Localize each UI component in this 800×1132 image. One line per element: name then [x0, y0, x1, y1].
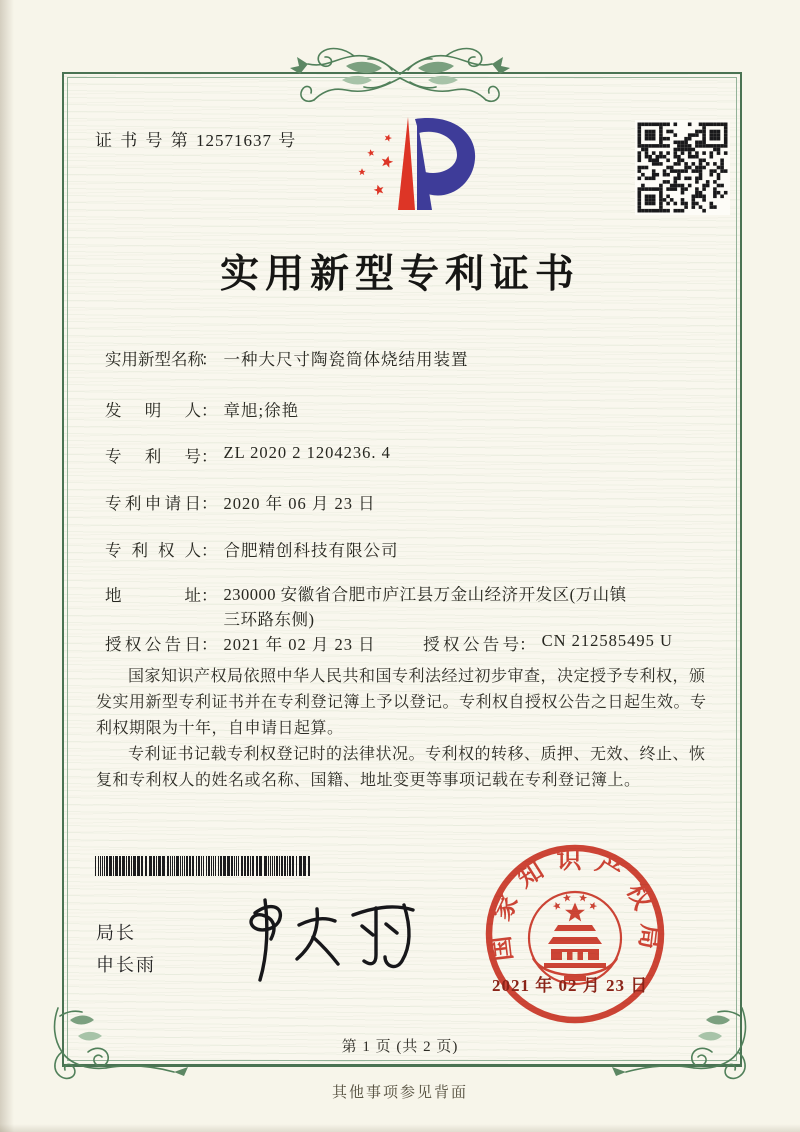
field-value: 一种大尺寸陶瓷筒体烧结用装置 — [223, 350, 469, 369]
certificate-number-prefix: 证 书 号 第 — [95, 131, 190, 150]
colon: ： — [201, 494, 218, 513]
field-label: 专利号 — [105, 447, 201, 466]
field-label: 专利权人 — [105, 541, 201, 560]
field-grant-number — [423, 631, 673, 655]
field-label: 实用新型名称 — [105, 350, 204, 369]
colon: ： — [201, 350, 218, 369]
colon: ： — [201, 635, 218, 654]
seal-text: 国家知识产权局 — [486, 847, 664, 963]
field-patent-number — [105, 443, 391, 467]
colon: ： — [201, 447, 218, 466]
field-grant-row — [105, 631, 673, 655]
field-value: 章旭;徐艳 — [223, 401, 300, 420]
field-filing-date — [105, 490, 376, 514]
official-seal-icon — [480, 839, 670, 1029]
colon: ： — [201, 401, 218, 420]
field-grant-date — [105, 631, 419, 655]
colon: ： — [519, 635, 536, 654]
qr-code-icon — [635, 120, 730, 215]
barcode-icon — [95, 856, 313, 876]
field-value: CN 212585495 U — [541, 631, 673, 650]
field-value: 230000 安徽省合肥市庐江县万金山经济开发区(万山镇三环路东侧) — [223, 585, 627, 629]
commissioner-name: 申长雨 — [96, 955, 156, 975]
field-label: 授权公告号 — [423, 635, 520, 654]
seal-date: 2021 年 02 月 23 日 — [492, 976, 649, 995]
field-inventors — [105, 397, 299, 421]
signature-icon — [225, 893, 430, 988]
legal-paragraph-1: 国家知识产权局依照中华人民共和国专利法经过初步审查，决定授予专利权，颁发实用新型专利证书并在专利登记簿上予以登记。专利权自授权公告之日起生效。专利权期限为十年，自申请日起算。 — [96, 668, 707, 737]
field-utility-model-name — [105, 346, 469, 370]
colon: ： — [201, 586, 218, 605]
field-label: 专利申请日 — [105, 494, 201, 513]
certificate-number — [95, 126, 297, 151]
commissioner-title: 局长 — [96, 923, 136, 943]
certificate-number-suffix: 号 — [278, 131, 298, 150]
legal-paragraph-2: 专利证书记载专利权登记时的法律状况。专利权的转移、质押、无效、终止、恢复和专利权人的姓名或名称、国籍、地址变更等事项记载在专利登记簿上。 — [96, 746, 706, 789]
colon: ： — [201, 541, 218, 560]
field-address — [105, 582, 628, 632]
field-label: 发明人 — [105, 401, 201, 420]
field-value: ZL 2020 2 1204236. 4 — [223, 443, 391, 462]
field-label: 地址 — [105, 586, 201, 605]
back-side-note: 其他事项参见背面 — [331, 1085, 468, 1101]
legal-text — [96, 664, 710, 794]
cnipa-logo-icon — [335, 113, 480, 215]
field-value: 合肥精创科技有限公司 — [223, 541, 399, 560]
page-number: 第 1 页 (共 2 页) — [341, 1039, 459, 1055]
field-label: 授权公告日 — [105, 635, 201, 654]
certificate-title: 实用新型专利证书 — [219, 253, 580, 296]
field-patentee — [105, 537, 399, 561]
field-value: 2021 年 02 月 23 日 — [223, 635, 376, 654]
top-flourish-ornament — [278, 44, 522, 106]
certificate-number-value: 12571637 — [196, 131, 272, 150]
field-value: 2020 年 06 月 23 日 — [223, 494, 376, 513]
